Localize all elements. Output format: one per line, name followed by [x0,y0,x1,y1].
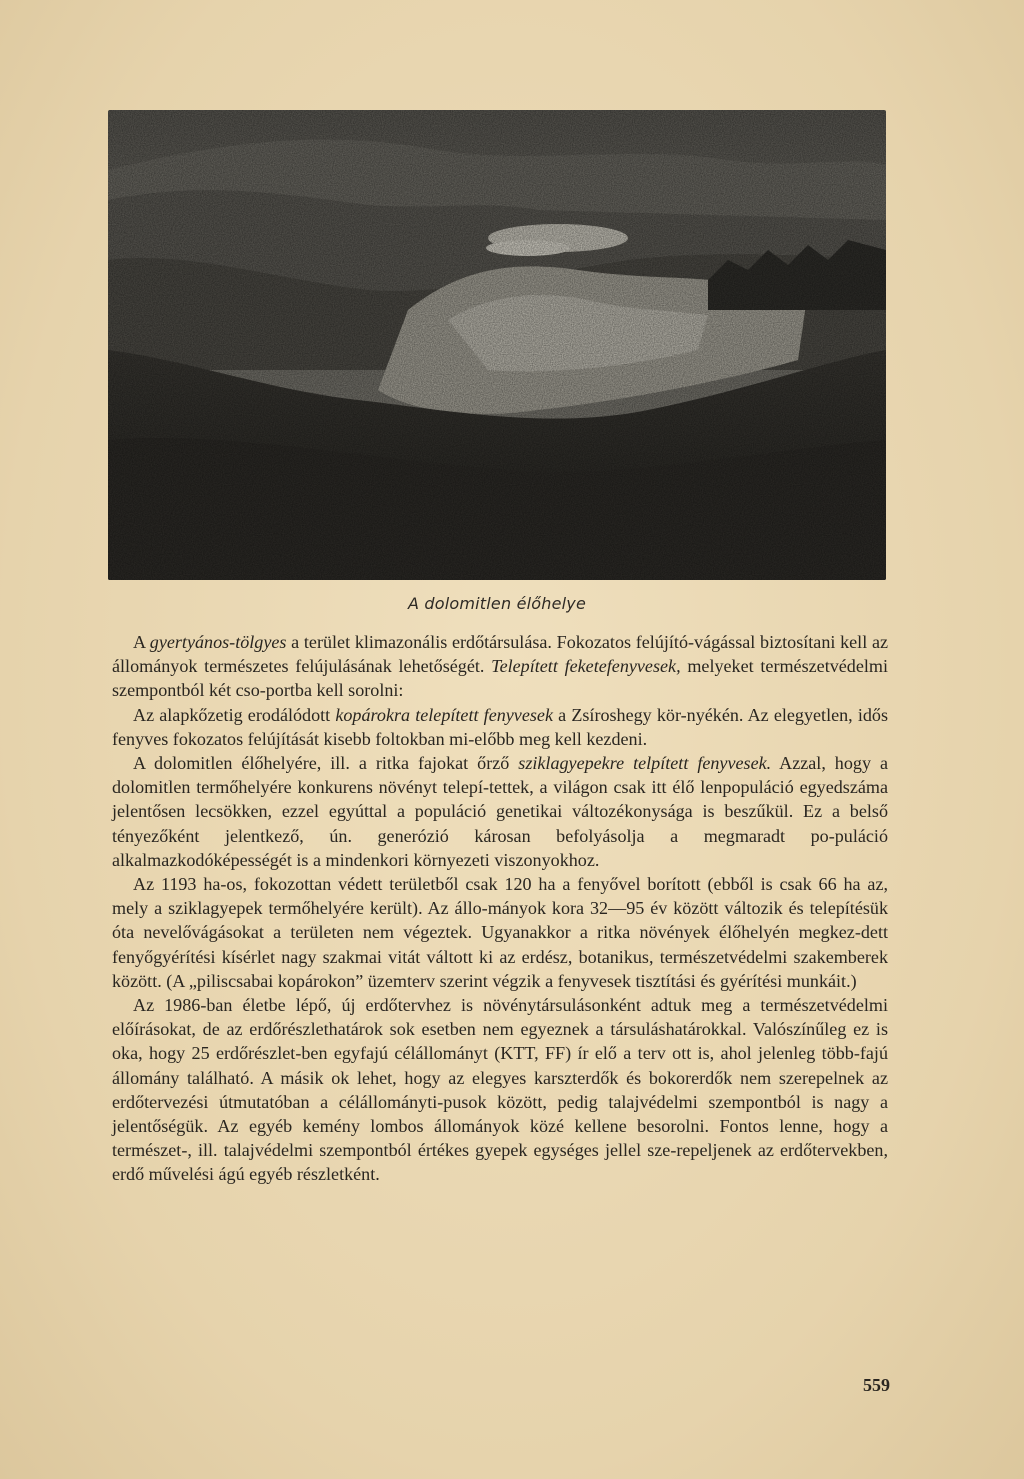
italic-term: kopárokra telepített fenyvesek [335,704,553,725]
paragraph [112,703,888,751]
text-run: A dolomitlen élőhelyére, ill. a ritka fajokat őrző [133,753,519,774]
italic-term: Telepített feketefenyvesek, [491,656,681,677]
photo-caption: A dolomitlen élőhelye [407,594,587,613]
text-run: Az 1986-ban életbe lépő, új erdőtervhez is növénytársulásonként adtuk meg a természetvédelmi előírásokat, de az erdőrészlethatárok sok esetben nem egyeznek a társuláshatárokkal. Valószínűleg ez is oka, hogy 25 erdőrészlet-ben egyfajú célállományt (KTT, FF) ír elő a terv ott is, ahol jelenleg több-fajú állomány található. A másik ok lehet, hogy az elegyes karszterdők és bokorerdők nem szerepelnek az erdőtervezési útmutatóban a célállományti-pusok között, pedig talajvédelmi szempontból is nagy a jelentőségük. Az egyéb kemény lombos állományok közé kellene besorolni. Fontos lenne, hogy a természet-, ill. talajvédelmi szempontból értékes gyepek egységes jellel sze-repeljenek az erdőtervekben, erdő művelési ágú egyéb részletként. [112,995,888,1185]
paragraph [112,630,888,703]
body-text [112,630,888,1187]
landscape-photo [108,110,886,580]
paragraph [112,751,888,872]
paragraph [112,872,888,993]
text-run: A [133,632,150,652]
italic-term: gyertyános-tölgyes [149,632,287,652]
landscape-photo-image [108,110,886,580]
text-run: a terület klimazonális erdőtársulása. Fokozatos felújító-vágással biztosítani kell az állományok természetes felújulásának lehetőségét. [112,632,889,677]
italic-term: sziklagyepekre telpített fenyvesek. [518,753,772,774]
paragraph [112,993,888,1187]
text-run: Az alapkőzetig erodálódott [133,704,336,725]
text-run: melyeket természetvédelmi szempontból két cso-portba kell sorolni: [112,656,888,701]
text-run: a Zsíroshegy kör-nyékén. Az elegyetlen, idős fenyves fokozatos felújítását kisebb foltokban mi-előbb meg kell kezdeni. [112,704,889,749]
text-run: Az 1193 ha-os, fokozottan védett területből csak 120 ha a fenyővel borított (ebből is csak 66 ha az, mely a sziklagyepek termőhelyére került). Az állo-mányok kora 32—95 év között változik és telepítésük óta nevelővágásokat a területen nem végeztek. Ugyanakkor a ritka növények élőhelyén megkez-dett fenyőgyérítési kísérlet nagy szakmai vitát váltott ki az erdész, botanikus, természetvédelmi szakemberek között. (A „piliscsabai kopárokon” üzemterv szerint végzik a fenyvesek tisztítási és gyérítési munkáit.) [112,874,888,991]
text-run: Azzal, hogy a dolomitlen termőhelyére konkurens növényt telepí-tettek, a világon csak itt élő lenpopuláció egyedszáma jelentősen lecsökken, ezzel egyúttal a populáció genetikai változékonysága is beszűkül. Ez a belső tényezőként jelentkező, ún. generózió károsan befolyásolja a megmaradt po-puláció alkalmazkodóképességét is a mindenkori környezeti viszonyokhoz. [112,753,888,870]
page-number: 559 [863,1375,890,1395]
